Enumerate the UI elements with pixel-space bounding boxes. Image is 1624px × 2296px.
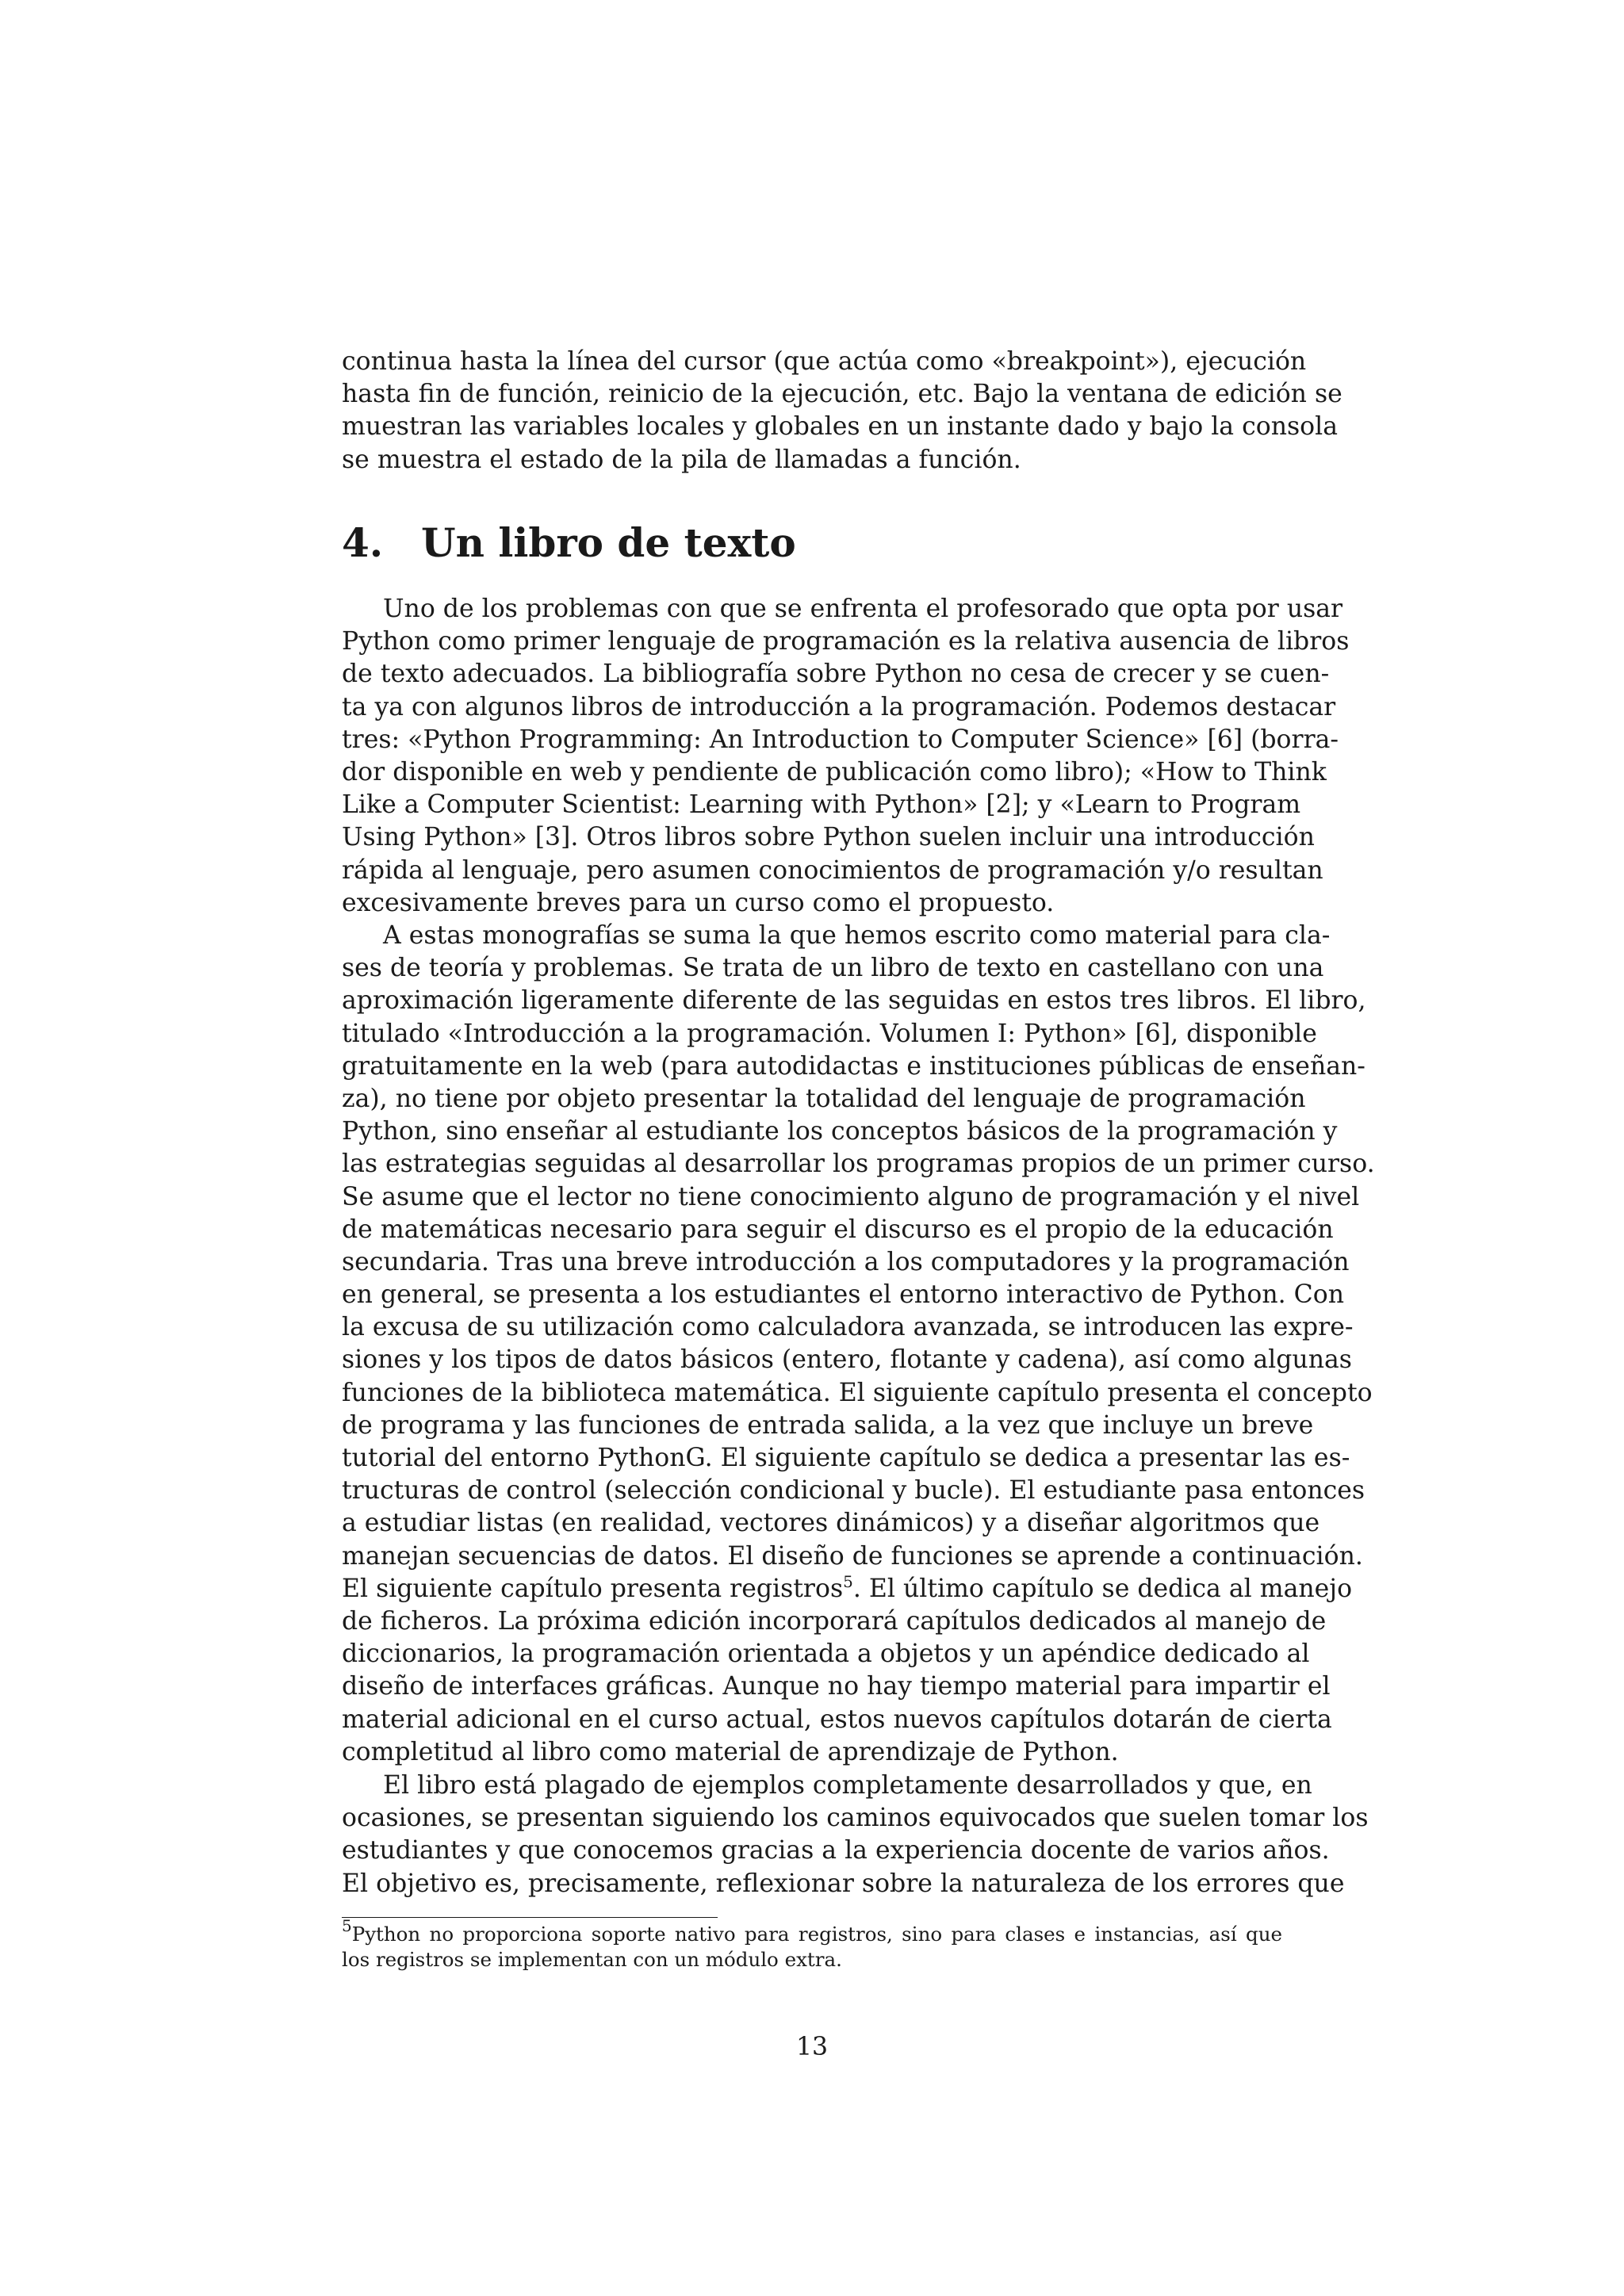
footnote-line [342,1916,1282,1947]
paragraph-line: dor disponible en web y pendiente de publicación como libro); «How to Think [342,757,1327,786]
intro-line: hasta fin de función, reinicio de la ejecución, etc. Bajo la ventana de edición se [342,380,1342,409]
footnote [342,1916,1282,1973]
paragraph-line: las estrategias seguidas al desarrollar los programas propios de un primer curso. [342,1150,1375,1179]
paragraph-2 [342,920,1375,1769]
paragraph-line: manejan secuencias de datos. El diseño de funciones se aprende a continuación. [342,1541,1363,1571]
paragraph-line: ses de teoría y problemas. Se trata de un libro de texto en castellano con una [342,954,1324,983]
paragraph-line: Using Python» [3]. Otros libros sobre Python suelen incluir una introducción [342,823,1315,852]
paragraph-line: ocasiones, se presentan siguiendo los caminos equivocados que suelen tomar los [342,1804,1369,1833]
paragraph-line: estudiantes y que conocemos gracias a la experiencia docente de varios años. [342,1836,1330,1866]
footnote-context-before: El siguiente capítulo presenta registros [342,1574,844,1603]
intro-line: se muestra el estado de la pila de llamadas a función. [342,445,1021,474]
paragraph-line: secundaria. Tras una breve introducción a los computadores y la programación [342,1247,1350,1276]
footnote-context-after: . El último capítulo se dedica al manejo [852,1574,1353,1603]
paragraph-line: Se asume que el lector no tiene conocimiento alguno de programación y el nivel [342,1182,1360,1211]
intro-line: muestran las variables locales y globales en un instante dado y bajo la consola [342,412,1338,442]
intro-paragraph [342,346,1342,476]
section-number: 4. [342,519,384,566]
section-heading [342,519,796,566]
paragraph-line: excesivamente breves para un curso como el propuesto. [342,888,1055,917]
paragraph-line: aproximación ligeramente diferente de las seguidas en estos tres libros. El libro, [342,986,1366,1016]
paragraph-line: Python, sino enseñar al estudiante los conceptos básicos de la programación y [342,1117,1338,1146]
paragraph-line: de programa y las funciones de entrada salida, a la vez que incluye un breve [342,1410,1314,1440]
paragraph-line: tutorial del entorno PythonG. El siguiente capítulo se dedica a presentar las es- [342,1444,1350,1472]
paragraph-1 [342,593,1350,920]
paragraph-line: funciones de la biblioteca matemática. El siguiente capítulo presenta el concepto [342,1378,1373,1407]
paragraph-line: de matemáticas necesario para seguir el discurso es el propio de la educación [342,1215,1334,1244]
paragraph-line: tres: «Python Programming: An Introduction to Computer Science» [6] (borra- [342,725,1339,754]
footnote-divider [342,1917,718,1918]
paragraph-line: Python como primer lenguaje de programación es la relativa ausencia de libros [342,627,1350,656]
paragraph-line: El libro está plagado de ejemplos completamente desarrollados y que, en [383,1771,1312,1800]
footnote-number: 5 [342,1916,352,1935]
paragraph-line: a estudiar listas (en realidad, vectores dinámicos) y a diseñar algoritmos que [342,1509,1320,1538]
paragraph-line: A estas monografías se suma la que hemos escrito como material para cla- [383,921,1331,950]
paragraph-line: diccionarios, la programación orientada a objetos y un apéndice dedicado al [342,1640,1310,1669]
paragraph-line-with-footnote [342,1571,1353,1605]
paragraph-line: la excusa de su utilización como calculadora avanzada, se introducen las expre- [342,1313,1354,1342]
page-number: 13 [795,2033,829,2061]
paragraph-line: material adicional en el curso actual, estos nuevos capítulos dotarán de cierta [342,1705,1332,1734]
paragraph-line: diseño de interfaces gráficas. Aunque no hay tiempo material para impartir el [342,1672,1331,1701]
footnote-text: Python no proporciona soporte nativo para registros, sino para clases e instancias, así que [351,1923,1282,1946]
paragraph-3 [342,1770,1369,1900]
paragraph-line: de texto adecuados. La bibliografía sobre Python no cesa de crecer y se cuen- [342,660,1330,689]
paragraph-line: za), no tiene por objeto presentar la totalidad del lenguaje de programación [342,1084,1306,1113]
footnote-line: los registros se implementan con un módulo extra. [342,1948,842,1971]
footnote-marker: 5 [843,1571,853,1591]
paragraph-line: El objetivo es, precisamente, reflexionar sobre la naturaleza de los errores que [342,1869,1345,1898]
paragraph-line: titulado «Introducción a la programación. Volumen I: Python» [6], disponible [342,1019,1317,1048]
paragraph-line: Like a Computer Scientist: Learning with Python» [2]; y «Learn to Program [342,790,1301,820]
paragraph-line: siones y los tipos de datos básicos (entero, flotante y cadena), así como algunas [342,1345,1352,1375]
intro-line: continua hasta la línea del cursor (que actúa como «breakpoint»), ejecución [342,347,1307,376]
paragraph-line: tructuras de control (selección condicional y bucle). El estudiante pasa entonces [342,1476,1365,1506]
paragraph-line: gratuitamente en la web (para autodidactas e instituciones públicas de enseñan- [342,1051,1365,1081]
paragraph-line: en general, se presenta a los estudiantes el entorno interactivo de Python. Con [342,1280,1345,1310]
paragraph-line: ta ya con algunos libros de introducción a la programación. Podemos destacar [342,692,1336,721]
section-title: Un libro de texto [421,519,796,566]
paragraph-line: rápida al lenguaje, pero asumen conocimientos de programación y/o resultan [342,855,1323,885]
paragraph-line: completitud al libro como material de aprendizaje de Python. [342,1737,1119,1766]
paragraph-line: Uno de los problemas con que se enfrenta el profesorado que opta por usar [383,595,1343,623]
paragraph-line: de ficheros. La próxima edición incorporará capítulos dedicados al manejo de [342,1606,1327,1636]
